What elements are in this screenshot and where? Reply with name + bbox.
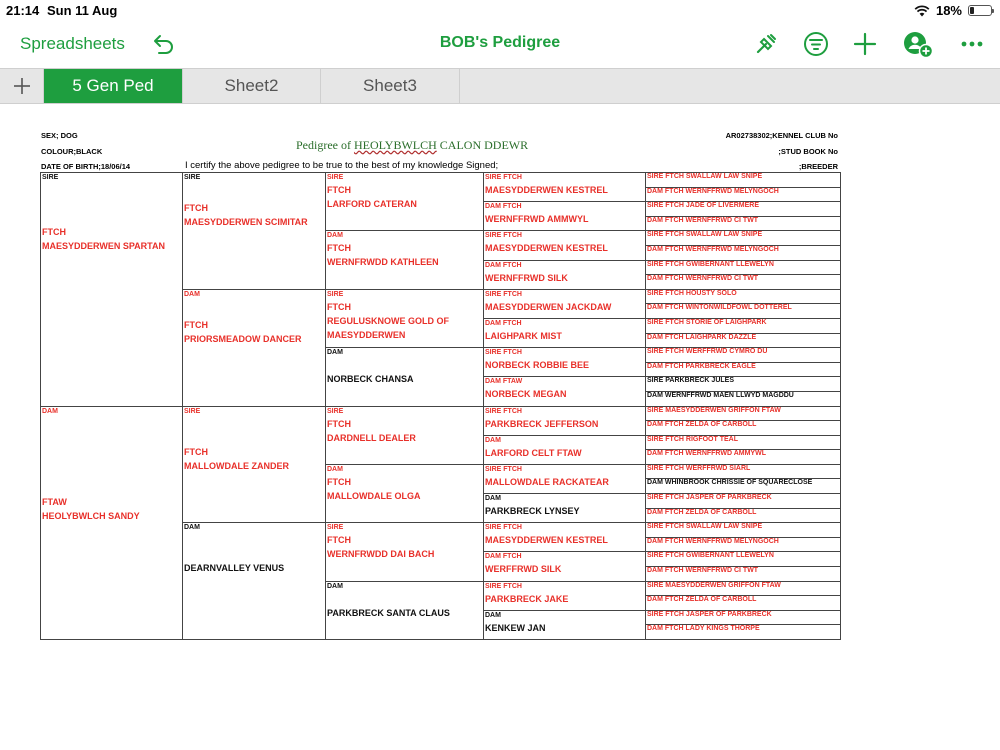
tab-sheet3[interactable]: Sheet3 [321,69,460,103]
pedigree-table [40,172,841,640]
parent-label: SIRE [184,174,201,181]
gen4-cell[interactable] [484,464,646,493]
dog-name-line: NORBECK ROBBIE BEE [485,360,590,371]
sex-label: SEX; DOG [41,131,78,140]
dog-name-line: FTCH [327,243,351,254]
parent-label: SIRE FTCH [485,465,522,473]
parent-label: DAM [327,349,343,357]
gen5-cell[interactable]: SIRE FTCH GWIBERNANT LLEWELYN [646,552,841,567]
gen3-cell[interactable] [326,173,484,231]
parent-label: SIRE FTCH [485,232,522,240]
pedigree-header [40,128,840,172]
gen4-cell[interactable] [484,435,646,464]
dog-name-line: PARKBRECK JEFFERSON [485,418,599,429]
table-row [41,173,841,188]
gen1-cell[interactable] [41,406,183,640]
gen2-cell[interactable] [183,289,326,406]
gen5-cell[interactable]: SIRE FTCH STORIE OF LAIGHPARK [646,318,841,333]
dog-name-line: PARKBRECK LYNSEY [485,506,580,517]
gen5-cell[interactable]: SIRE FTCH HOUSTY SOLO [646,289,841,304]
gen5-cell[interactable]: SIRE FTCH RIGFOOT TEAL [646,435,841,450]
parent-label: SIRE [327,407,344,415]
gen4-cell[interactable] [484,552,646,581]
parent-label: DAM [184,524,200,532]
dog-name-line: NORBECK MEGAN [485,389,567,400]
parent-label: SIRE FTCH [485,349,522,357]
gen2-cell[interactable] [183,173,326,290]
gen5-cell[interactable]: SIRE FTCH JADE OF LIVERMERE [646,202,841,217]
parent-label: DAM [485,436,501,444]
collaborate-icon[interactable] [902,30,934,58]
sheet-tab-bar [0,68,1000,104]
gen1-cell[interactable] [41,173,183,407]
dog-name-line: FTCH [327,418,351,429]
plus-icon [13,77,31,95]
pedigree-sheet [40,128,840,640]
undo-icon[interactable] [150,32,176,58]
parent-label: DAM [42,407,58,415]
parent-label: DAM [184,290,200,298]
parent-label: DAM [485,495,501,503]
wifi-icon [914,5,930,17]
tab-sheet2[interactable]: Sheet2 [183,69,321,103]
battery-percent: 18% [935,3,962,18]
parent-label: DAM FTCH [485,319,522,327]
dog-name-line: REGULUSKNOWE GOLD OF [327,315,449,326]
parent-label: DAM FTCH [485,203,522,211]
dog-name-line: MAESYDDERWEN [327,329,406,340]
gen2-cell[interactable] [183,523,326,640]
parent-label: SIRE [42,174,59,181]
dog-name-line: FTCH [42,227,66,237]
dog-name-line: NORBECK CHANSA [327,374,414,385]
dog-name-line: WERFFRWD SILK [485,564,562,575]
parent-label: DAM FTCH [485,261,522,269]
gen4-cell[interactable] [484,231,646,260]
dog-name-line: LARFORD CATERAN [327,199,417,209]
dog-name-line: MALLOWDALE RACKATEAR [485,476,609,487]
gen5-cell[interactable]: SIRE FTCH WERFFRWD SIARL [646,464,841,479]
status-time: 21:14 [6,3,40,18]
battery-icon [968,5,992,16]
dog-name-line: FTCH [327,301,351,312]
gen4-cell[interactable] [484,260,646,289]
dog-name-line: MAESYDDERWEN SPARTAN [42,241,166,251]
parent-label: SIRE [184,407,201,415]
gen5-cell[interactable]: SIRE FTCH JASPER OF PARKBRECK [646,494,841,509]
add-icon[interactable] [851,30,879,58]
gen3-cell[interactable] [326,581,484,639]
spreadsheets-back-button[interactable]: Spreadsheets [20,34,125,53]
gen5-cell[interactable]: DAM FTCH ZELDA OF CARBOLL [646,596,841,611]
gen4-cell[interactable] [484,581,646,610]
gen5-cell[interactable]: DAM FTCH WERNFFRWD CI TWT [646,275,841,290]
dog-name-line: MALLOWDALE ZANDER [184,460,289,471]
dog-name-line: MAESYDDERWEN SCIMITAR [184,217,308,227]
gen3-cell[interactable] [326,406,484,464]
parent-label: DAM FTCH [485,553,522,561]
gen5-cell[interactable]: DAM FTCH WERNFFRWD AMMYWL [646,450,841,465]
parent-label: DAM [327,232,343,240]
dog-name-line: MAESYDDERWEN KESTREL [485,185,608,195]
gen5-cell[interactable]: SIRE FTCH SWALLAW LAW SNIPE [646,231,841,246]
status-date: Sun 11 Aug [47,3,118,18]
toolbar [0,22,1000,68]
gen5-cell[interactable]: DAM FTCH WINTONWILDFOWL DOTTEREL [646,304,841,319]
dog-name-line: FTCH [327,476,351,487]
gen4-cell[interactable] [484,377,646,406]
dog-name-line: WERNFRWDD KATHLEEN [327,257,439,268]
gen5-cell[interactable]: DAM FTCH LADY KINGS THORPE [646,625,841,640]
gen4-cell[interactable] [484,523,646,552]
gen5-cell[interactable]: DAM FTCH WERNFFRWD CI TWT [646,216,841,231]
gen4-cell[interactable] [484,348,646,377]
more-options-icon[interactable] [958,30,986,58]
gen4-cell[interactable] [484,494,646,523]
dog-name-line: FTCH [327,185,351,195]
gen4-cell[interactable] [484,173,646,202]
dog-name-line: LAIGHPARK MIST [485,330,562,341]
dog-name-line: WERNFRWDD DAI BACH [327,549,435,560]
gen5-cell[interactable]: DAM FTCH ZELDA OF CARBOLL [646,508,841,523]
parent-label: DAM FTAW [485,378,523,386]
gen5-cell[interactable]: SIRE PARKBRECK JULES [646,377,841,392]
gen5-cell[interactable]: SIRE FTCH WERFFRWD CYMRO DU [646,348,841,363]
certify-statement: I certify the above pedigree to be true to the best of my knowledge Signed; [185,160,499,171]
parent-label: SIRE [327,174,344,181]
gen5-cell[interactable]: SIRE FTCH JASPER OF PARKBRECK [646,610,841,625]
parent-label: SIRE FTCH [485,290,522,298]
dog-name-line: DEARNVALLEY VENUS [184,563,285,574]
format-brush-icon[interactable] [752,30,780,58]
gen3-cell[interactable] [326,231,484,289]
parent-label: SIRE FTCH [485,174,522,181]
breeder-label: ;BREEDER [798,162,838,171]
gen5-cell[interactable]: DAM FTCH ZELDA OF CARBOLL [646,421,841,436]
dog-name-line: FTAW [42,496,67,507]
stud-book-number: ;STUD BOOK No [778,147,838,156]
gen4-cell[interactable] [484,610,646,639]
dog-name-line: FTCH [327,535,351,546]
parent-label: DAM [327,582,343,590]
gen3-cell[interactable] [326,523,484,581]
dog-name-line: LARFORD CELT FTAW [485,447,582,458]
gen5-cell[interactable]: DAM FTCH WERNFFRWD MELYNGOCH [646,245,841,260]
gen5-cell[interactable]: SIRE FTCH SWALLAW LAW SNIPE [646,173,841,188]
filter-icon[interactable] [802,30,830,58]
kennel-club-number: AR02738302;KENNEL CLUB No [725,131,838,140]
parent-label: SIRE FTCH [485,582,522,590]
dog-name-line: MAESYDDERWEN KESTREL [485,535,608,546]
colour-label: COLOUR;BLACK [41,147,103,156]
dog-name-line: WERNFFRWD AMMWYL [485,214,589,225]
parent-label: DAM [327,465,343,473]
gen3-cell[interactable] [326,348,484,406]
dog-name-line: HEOLYBWLCH SANDY [42,510,140,521]
dog-name-line: PARKBRECK JAKE [485,593,569,604]
gen5-cell[interactable]: SIRE MAESYDDERWEN GRIFFON FTAW [646,406,841,421]
gen5-cell[interactable]: SIRE FTCH SWALLAW LAW SNIPE [646,523,841,538]
dog-name-line: MALLOWDALE OLGA [327,490,421,501]
gen5-cell[interactable]: SIRE FTCH GWIBERNANT LLEWELYN [646,260,841,275]
dog-name-line: DARDNELL DEALER [327,432,416,443]
gen5-cell[interactable]: DAM WERNFFRWD MAEN LLWYD MAGDDU [646,391,841,406]
gen2-cell[interactable] [183,406,326,523]
dog-name-line: FTCH [184,319,208,330]
parent-label: SIRE [327,524,344,532]
gen4-cell[interactable] [484,406,646,435]
document-title: BOB's Pedigree [439,34,561,51]
parent-label: SIRE FTCH [485,407,522,415]
parent-label: SIRE [327,290,344,298]
gen5-cell[interactable]: DAM WHINBROOK CHRISSIE OF SQUARECLOSE [646,479,841,494]
parent-label: DAM [485,611,501,619]
status-bar [0,0,1000,22]
dog-name-line: MAESYDDERWEN JACKDAW [485,301,612,312]
dog-name-line: MAESYDDERWEN KESTREL [485,243,608,254]
dog-name-line: KENKEW JAN [485,622,546,633]
gen5-cell[interactable]: DAM FTCH WERNFFRWD MELYNGOCH [646,187,841,202]
dog-name-line: FTCH [184,203,208,213]
pedigree-title: Pedigree of HEOLYBWLCH CALON DDEWR [296,138,529,152]
dob-label: DATE OF BIRTH;18/06/14 [41,162,131,171]
gen4-cell[interactable] [484,202,646,231]
gen5-cell[interactable]: DAM FTCH PARKBRECK EAGLE [646,362,841,377]
gen5-cell[interactable]: DAM FTCH WERNFFRWD MELYNGOCH [646,537,841,552]
dog-name-line: PRIORSMEADOW DANCER [184,333,302,344]
gen4-cell[interactable] [484,318,646,347]
dog-name-line: FTCH [184,446,208,457]
dog-name-line: PARKBRECK SANTA CLAUS [327,607,450,618]
parent-label: SIRE FTCH [485,524,522,532]
gen3-cell[interactable] [326,289,484,347]
gen5-cell[interactable]: DAM FTCH LAIGHPARK DAZZLE [646,333,841,348]
gen4-cell[interactable] [484,289,646,318]
gen5-cell[interactable]: SIRE MAESYDDERWEN GRIFFON FTAW [646,581,841,596]
tab-5-gen-ped[interactable]: 5 Gen Ped [44,69,183,103]
dog-name-line: WERNFFRWD SILK [485,272,568,283]
table-row [41,406,841,421]
add-sheet-button[interactable] [0,69,44,103]
gen3-cell[interactable] [326,464,484,522]
gen5-cell[interactable]: DAM FTCH WERNFFRWD CI TWT [646,567,841,582]
